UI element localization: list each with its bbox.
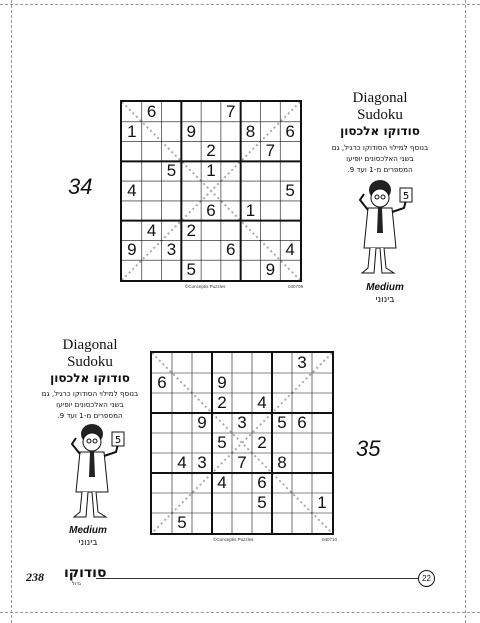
sudoku-empty-cell[interactable] bbox=[252, 373, 272, 393]
sudoku-empty-cell[interactable] bbox=[241, 260, 261, 280]
sudoku-grid[interactable] bbox=[150, 351, 334, 535]
sudoku-empty-cell[interactable] bbox=[260, 122, 280, 142]
svg-text:5: 5 bbox=[114, 435, 122, 446]
sudoku-empty-cell[interactable] bbox=[212, 493, 232, 513]
sudoku-empty-cell[interactable] bbox=[162, 221, 182, 241]
sudoku-empty-cell[interactable] bbox=[212, 413, 232, 433]
sudoku-given-cell: 5 bbox=[285, 181, 295, 200]
sudoku-given-cell: 7 bbox=[226, 101, 236, 121]
sudoku-empty-cell[interactable] bbox=[232, 493, 252, 513]
sudoku-empty-cell[interactable] bbox=[292, 433, 312, 453]
sudoku-empty-cell[interactable] bbox=[260, 201, 280, 221]
sudoku-given-cell: 6 bbox=[157, 373, 167, 392]
sudoku-empty-cell[interactable] bbox=[221, 260, 241, 280]
sudoku-empty-cell[interactable] bbox=[312, 413, 332, 433]
sudoku-empty-cell[interactable] bbox=[152, 433, 172, 453]
sudoku-given-cell: 3 bbox=[237, 413, 247, 432]
sudoku-empty-cell[interactable] bbox=[232, 353, 252, 373]
sudoku-given-cell: 9 bbox=[265, 260, 276, 280]
sudoku-given-cell: 5 bbox=[186, 260, 196, 280]
sudoku-empty-cell[interactable] bbox=[181, 181, 201, 201]
sudoku-empty-cell[interactable] bbox=[272, 433, 292, 453]
instructions bbox=[30, 388, 150, 421]
difficulty-hebrew: בינוני bbox=[375, 295, 395, 305]
hebrew-title: סודוקו אלכסון bbox=[50, 371, 130, 385]
sudoku-empty-cell[interactable] bbox=[201, 260, 221, 280]
sudoku-given-cell: 4 bbox=[217, 473, 227, 492]
sudoku-empty-cell[interactable] bbox=[181, 240, 201, 260]
sudoku-given-cell: 1 bbox=[127, 121, 137, 141]
sudoku-empty-cell[interactable] bbox=[172, 393, 192, 413]
sudoku-empty-cell[interactable] bbox=[152, 413, 172, 433]
sudoku-given-cell: 4 bbox=[257, 393, 267, 412]
sudoku-given-cell: 6 bbox=[206, 200, 216, 220]
sudoku-empty-cell[interactable] bbox=[172, 473, 192, 493]
sudoku-empty-cell[interactable] bbox=[122, 102, 142, 122]
sudoku-empty-cell[interactable] bbox=[241, 142, 261, 162]
title-line: Diagonal bbox=[352, 90, 408, 106]
sudoku-given-cell: 1 bbox=[206, 161, 216, 181]
difficulty-label: Medium bbox=[366, 282, 404, 293]
sudoku-empty-cell[interactable] bbox=[142, 201, 162, 221]
sudoku-empty-cell[interactable] bbox=[142, 260, 162, 280]
sudoku-empty-cell[interactable] bbox=[172, 493, 192, 513]
cut-line-bottom bbox=[0, 612, 480, 613]
sudoku-empty-cell[interactable] bbox=[241, 221, 261, 241]
sudoku-empty-cell[interactable] bbox=[232, 473, 252, 493]
sudoku-empty-cell[interactable] bbox=[122, 142, 142, 162]
cut-line-right bbox=[465, 0, 466, 623]
puzzle-number: 34 bbox=[68, 174, 93, 199]
sudoku-empty-cell[interactable] bbox=[272, 513, 292, 533]
sudoku-empty-cell[interactable] bbox=[152, 473, 172, 493]
sudoku-empty-cell[interactable] bbox=[272, 493, 292, 513]
sudoku-empty-cell[interactable] bbox=[241, 240, 261, 260]
sudoku-empty-cell[interactable] bbox=[221, 161, 241, 181]
sudoku-given-cell: 2 bbox=[217, 393, 227, 412]
sudoku-empty-cell[interactable] bbox=[292, 513, 312, 533]
scientist-mascot-icon bbox=[62, 422, 132, 522]
sudoku-empty-cell[interactable] bbox=[221, 221, 241, 241]
puzzle-credit: ©Conceptis Puzzles bbox=[213, 537, 254, 542]
sudoku-given-cell: 2 bbox=[186, 220, 196, 240]
puzzle-number: 35 bbox=[356, 436, 381, 461]
puzzle-title bbox=[45, 337, 135, 371]
sudoku-empty-cell[interactable] bbox=[152, 353, 172, 373]
sudoku-empty-cell[interactable] bbox=[292, 393, 312, 413]
sudoku-given-cell: 6 bbox=[297, 413, 307, 432]
sudoku-empty-cell[interactable] bbox=[122, 260, 142, 280]
sudoku-empty-cell[interactable] bbox=[272, 353, 292, 373]
issue-number-badge: 22 bbox=[418, 570, 435, 587]
sudoku-given-cell: 5 bbox=[257, 493, 267, 512]
sudoku-empty-cell[interactable] bbox=[272, 373, 292, 393]
sudoku-given-cell: 4 bbox=[285, 240, 295, 260]
sudoku-empty-cell[interactable] bbox=[221, 201, 241, 221]
page-number: 238 bbox=[26, 570, 44, 584]
sudoku-empty-cell[interactable] bbox=[192, 433, 212, 453]
sudoku-given-cell: 5 bbox=[177, 513, 187, 532]
sudoku-empty-cell[interactable] bbox=[192, 473, 212, 493]
sudoku-given-cell: 9 bbox=[186, 121, 196, 141]
sudoku-empty-cell[interactable] bbox=[232, 433, 252, 453]
sudoku-given-cell: 2 bbox=[206, 141, 216, 161]
sudoku-empty-cell[interactable] bbox=[252, 453, 272, 473]
sudoku-empty-cell[interactable] bbox=[280, 201, 300, 221]
instruction-line: המספרים מ-1 ועד 9. bbox=[347, 165, 413, 174]
sudoku-empty-cell[interactable] bbox=[201, 240, 221, 260]
sudoku-empty-cell[interactable] bbox=[260, 221, 280, 241]
sudoku-empty-cell[interactable] bbox=[272, 473, 292, 493]
sudoku-given-cell: 5 bbox=[277, 413, 287, 432]
sudoku-given-cell: 3 bbox=[166, 240, 177, 260]
sudoku-empty-cell[interactable] bbox=[172, 353, 192, 373]
sudoku-empty-cell[interactable] bbox=[260, 161, 280, 181]
sudoku-empty-cell[interactable] bbox=[122, 161, 142, 181]
sudoku-given-cell: 9 bbox=[197, 413, 207, 432]
sudoku-empty-cell[interactable] bbox=[292, 473, 312, 493]
sudoku-empty-cell[interactable] bbox=[241, 102, 261, 122]
instruction-line: בשני האלכסונים יופיעו bbox=[346, 154, 414, 163]
sudoku-empty-cell[interactable] bbox=[181, 102, 201, 122]
sudoku-empty-cell[interactable] bbox=[181, 161, 201, 181]
puzzle-code: 040710 bbox=[322, 537, 338, 542]
sudoku-given-cell: 1 bbox=[317, 493, 327, 512]
sudoku-empty-cell[interactable] bbox=[221, 122, 241, 142]
sudoku-empty-cell[interactable] bbox=[252, 353, 272, 373]
sudoku-given-cell: 8 bbox=[245, 121, 256, 141]
sudoku-empty-cell[interactable] bbox=[280, 221, 300, 241]
sudoku-given-cell: 4 bbox=[146, 220, 157, 240]
sudoku-empty-cell[interactable] bbox=[260, 102, 280, 122]
sudoku-empty-cell[interactable] bbox=[192, 353, 212, 373]
sudoku-empty-cell[interactable] bbox=[122, 221, 142, 241]
title-line: Diagonal bbox=[62, 337, 118, 353]
sudoku-empty-cell[interactable] bbox=[162, 260, 182, 280]
sudoku-empty-cell[interactable] bbox=[172, 413, 192, 433]
sudoku-empty-cell[interactable] bbox=[142, 122, 162, 142]
sudoku-empty-cell[interactable] bbox=[312, 453, 332, 473]
sudoku-empty-cell[interactable] bbox=[142, 161, 162, 181]
sudoku-empty-cell[interactable] bbox=[272, 393, 292, 413]
sudoku-given-cell: 4 bbox=[177, 453, 187, 472]
sudoku-empty-cell[interactable] bbox=[280, 142, 300, 162]
sudoku-given-cell: 9 bbox=[217, 373, 227, 392]
instruction-line: בנוסף למילוי הסודוקו כרגיל, גם bbox=[41, 389, 139, 398]
sudoku-empty-cell[interactable] bbox=[162, 181, 182, 201]
sudoku-empty-cell[interactable] bbox=[292, 453, 312, 473]
sudoku-empty-cell[interactable] bbox=[312, 513, 332, 533]
sudoku-given-cell: 2 bbox=[257, 433, 267, 452]
sudoku-empty-cell[interactable] bbox=[241, 161, 261, 181]
sudoku-empty-cell[interactable] bbox=[292, 493, 312, 513]
sudoku-given-cell: 6 bbox=[257, 473, 267, 492]
sudoku-empty-cell[interactable] bbox=[181, 142, 201, 162]
cut-line-top bbox=[0, 4, 480, 5]
sudoku-empty-cell[interactable] bbox=[221, 181, 241, 201]
title-line: Sudoku bbox=[67, 354, 113, 370]
sudoku-empty-cell[interactable] bbox=[162, 102, 182, 122]
sudoku-empty-cell[interactable] bbox=[232, 393, 252, 413]
sudoku-empty-cell[interactable] bbox=[142, 181, 162, 201]
puzzle-credit: ©Conceptis Puzzles bbox=[185, 284, 226, 289]
sudoku-empty-cell[interactable] bbox=[241, 181, 261, 201]
sudoku-given-cell: 4 bbox=[127, 181, 137, 200]
sudoku-empty-cell[interactable] bbox=[280, 102, 300, 122]
instruction-line: המספרים מ-1 ועד 9. bbox=[57, 411, 123, 420]
footer-divider bbox=[96, 578, 418, 579]
sudoku-given-cell: 6 bbox=[285, 121, 295, 141]
sudoku-empty-cell[interactable] bbox=[122, 201, 142, 221]
sudoku-empty-cell[interactable] bbox=[260, 240, 280, 260]
sudoku-empty-cell[interactable] bbox=[212, 513, 232, 533]
sudoku-empty-cell[interactable] bbox=[280, 161, 300, 181]
sudoku-empty-cell[interactable] bbox=[152, 393, 172, 413]
sudoku-empty-cell[interactable] bbox=[292, 373, 312, 393]
sudoku-empty-cell[interactable] bbox=[142, 240, 162, 260]
sudoku-grid[interactable] bbox=[120, 100, 302, 282]
brand-subtitle: גדול bbox=[72, 581, 81, 587]
sudoku-empty-cell[interactable] bbox=[280, 260, 300, 280]
sudoku-empty-cell[interactable] bbox=[192, 393, 212, 413]
title-line: Sudoku bbox=[357, 107, 403, 123]
puzzle-code: 040709 bbox=[288, 284, 304, 289]
sudoku-empty-cell[interactable] bbox=[152, 493, 172, 513]
sudoku-given-cell: 7 bbox=[265, 141, 276, 161]
sudoku-empty-cell[interactable] bbox=[312, 373, 332, 393]
sudoku-given-cell: 7 bbox=[237, 453, 247, 472]
sudoku-empty-cell[interactable] bbox=[232, 513, 252, 533]
sudoku-empty-cell[interactable] bbox=[312, 433, 332, 453]
sudoku-empty-cell[interactable] bbox=[201, 102, 221, 122]
sudoku-empty-cell[interactable] bbox=[312, 473, 332, 493]
instructions bbox=[320, 142, 440, 175]
sudoku-given-cell: 6 bbox=[146, 101, 157, 121]
sudoku-empty-cell[interactable] bbox=[192, 373, 212, 393]
puzzle-title bbox=[335, 90, 425, 124]
difficulty-label: Medium bbox=[69, 525, 107, 536]
sudoku-given-cell: 3 bbox=[197, 453, 207, 472]
sudoku-empty-cell[interactable] bbox=[252, 413, 272, 433]
sudoku-empty-cell[interactable] bbox=[142, 142, 162, 162]
sudoku-empty-cell[interactable] bbox=[312, 353, 332, 373]
sudoku-empty-cell[interactable] bbox=[152, 513, 172, 533]
instruction-line: בנוסף למילוי הסודוקו כרגיל, גם bbox=[331, 143, 429, 152]
sudoku-given-cell: 3 bbox=[297, 353, 307, 372]
sudoku-given-cell: 5 bbox=[166, 161, 177, 181]
sudoku-empty-cell[interactable] bbox=[152, 453, 172, 473]
hebrew-title: סודוקו אלכסון bbox=[340, 124, 420, 138]
sudoku-given-cell: 5 bbox=[217, 433, 227, 452]
sudoku-empty-cell[interactable] bbox=[212, 353, 232, 373]
sudoku-empty-cell[interactable] bbox=[181, 201, 201, 221]
difficulty-hebrew: בינוני bbox=[78, 538, 98, 548]
scientist-mascot-icon bbox=[350, 178, 420, 278]
sudoku-empty-cell[interactable] bbox=[192, 513, 212, 533]
sudoku-empty-cell[interactable] bbox=[162, 142, 182, 162]
sudoku-empty-cell[interactable] bbox=[172, 373, 192, 393]
sudoku-empty-cell[interactable] bbox=[212, 453, 232, 473]
sudoku-empty-cell[interactable] bbox=[260, 181, 280, 201]
cut-line-left bbox=[11, 0, 12, 623]
sudoku-empty-cell[interactable] bbox=[252, 513, 272, 533]
sudoku-empty-cell[interactable] bbox=[221, 142, 241, 162]
sudoku-empty-cell[interactable] bbox=[201, 122, 221, 142]
sudoku-given-cell: 9 bbox=[127, 240, 137, 260]
sudoku-given-cell: 6 bbox=[226, 240, 236, 260]
sudoku-empty-cell[interactable] bbox=[232, 373, 252, 393]
instruction-line: בשני האלכסונים יופיעו bbox=[56, 400, 124, 409]
sudoku-given-cell: 1 bbox=[245, 200, 256, 220]
sudoku-empty-cell[interactable] bbox=[201, 181, 221, 201]
sudoku-empty-cell[interactable] bbox=[162, 201, 182, 221]
sudoku-empty-cell[interactable] bbox=[192, 493, 212, 513]
sudoku-empty-cell[interactable] bbox=[312, 393, 332, 413]
svg-text:5: 5 bbox=[402, 191, 410, 202]
sudoku-empty-cell[interactable] bbox=[162, 122, 182, 142]
brand-logo: סודוקו bbox=[64, 565, 107, 581]
sudoku-given-cell: 8 bbox=[277, 453, 287, 472]
sudoku-empty-cell[interactable] bbox=[201, 221, 221, 241]
sudoku-empty-cell[interactable] bbox=[172, 433, 192, 453]
